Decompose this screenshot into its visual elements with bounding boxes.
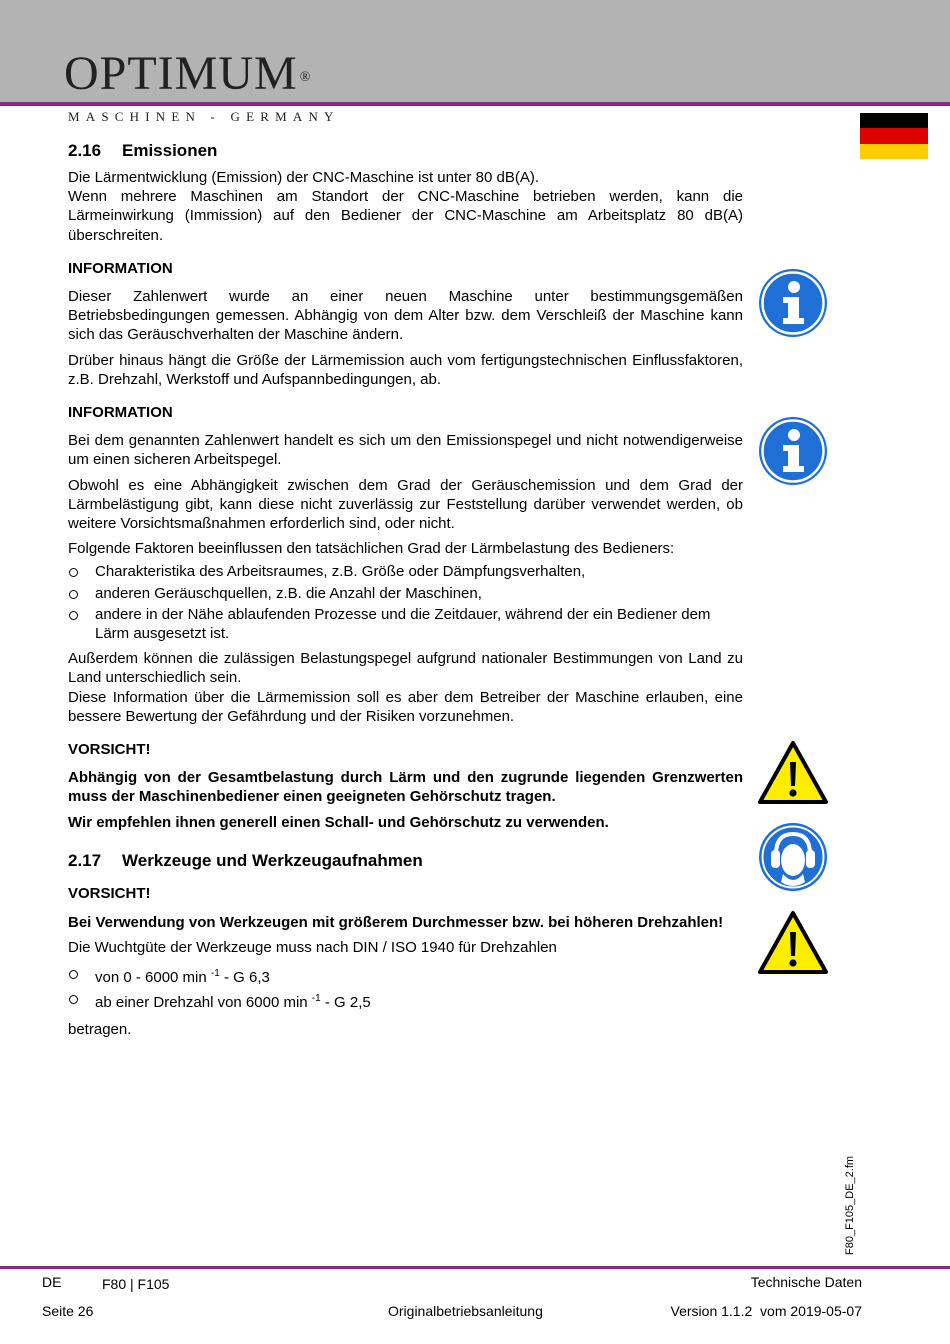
section-title: Emissionen — [122, 141, 218, 160]
caution-paragraph: Wir empfehlen ihnen generell einen Schall- und Gehörschutz zu verwenden. — [68, 813, 609, 831]
list-item: andere in der Nähe ablaufenden Prozesse und die Zeitdauer, während der ein Bediener dem Lärm ausgesetzt ist. — [68, 605, 743, 643]
factor-list — [68, 562, 743, 643]
flag-stripe-black — [860, 113, 928, 128]
warning-icon — [758, 738, 828, 808]
exponent: -1 — [210, 967, 220, 979]
paragraph: Bei dem genannten Zahlenwert handelt es sich um den Emissionspegel und nicht notwendigerweise um einen sicheren Arbeitspegel. — [68, 432, 743, 469]
paragraph: Wenn mehrere Maschinen am Standort der CNC-Maschine betrieben werden, kann die Lärmeinwirkung (Immission) auf den Bediener der CNC-Maschine am Arbeitsplatz 80 dB(A) überschreiten. — [68, 188, 743, 244]
information-label: INFORMATION — [68, 259, 173, 277]
footer-model: F80 | F105 — [102, 1276, 170, 1292]
section-title: Werkzeuge und Werkzeugaufnahmen — [122, 850, 423, 870]
brand-tagline: MASCHINEN - GERMANY — [68, 109, 340, 124]
section-heading-werkzeuge — [68, 850, 743, 872]
information-icon — [758, 268, 828, 338]
list-item: Charakteristika des Arbeitsraumes, z.B. Größe oder Dämpfungsverhalten, — [68, 562, 743, 581]
section-heading-emissionen — [68, 140, 743, 162]
file-reference — [838, 1155, 864, 1255]
information-label: INFORMATION — [68, 404, 173, 422]
list-item — [68, 989, 743, 1012]
footer-document-title: Originalbetriebsanleitung — [388, 1303, 543, 1319]
caution-label: VORSICHT! — [68, 884, 151, 902]
footer-version: Version 1.1.2 vom 2019-05-07 — [670, 1303, 862, 1319]
paragraph: Die Wuchtgüte der Werkzeuge muss nach DIN / ISO 1940 für Drehzahlen — [68, 939, 557, 957]
brand-registered-mark: ® — [299, 70, 312, 85]
paragraph: Folgende Faktoren beeinflussen den tatsächlichen Grad der Lärmbelastung des Bedieners: — [68, 540, 675, 558]
header-divider — [0, 102, 950, 106]
caution-paragraph: Bei Verwendung von Werkzeugen mit größerem Durchmesser bzw. bei höheren Drehzahlen! — [68, 914, 724, 932]
page-content — [68, 136, 743, 1039]
brand-logo — [64, 47, 312, 100]
paragraph: Dieser Zahlenwert wurde an einer neuen Maschine unter bestimmungsgemäßen Betriebsbedingungen gemessen. Abhängig von dem Alter bzw. dem Verschleiß der Maschine kann sich das Geräuschverhalten der Maschine ändern. — [68, 288, 743, 344]
hearing-protection-icon — [758, 822, 828, 892]
paragraph: Drüber hinaus hängt die Größe der Lärmemission auch vom fertigungstechnischen Einflussfaktoren, z.B. Drehzahl, Werkstoff und Aufspannbedingungen, ab. — [68, 351, 743, 388]
footer-divider — [0, 1266, 950, 1269]
footer-page-number: Seite 26 — [42, 1303, 94, 1319]
section-number: 2.17 — [68, 850, 102, 870]
german-flag-icon — [860, 113, 928, 159]
exponent: -1 — [311, 992, 321, 1004]
flag-stripe-gold — [860, 144, 928, 159]
section-number: 2.16 — [68, 141, 102, 160]
caution-paragraph: Abhängig von der Gesamtbelastung durch Lärm und den zugrunde liegenden Grenzwerten muss der Maschinenbediener einen geeigneten Gehörschutz tragen. — [68, 769, 743, 806]
list-text: ab einer Drehzahl von 6000 min — [95, 993, 312, 1011]
list-text: - G 6,3 — [219, 968, 270, 986]
brand-name: OPTIMUM — [64, 47, 298, 100]
footer-language: DE — [42, 1274, 62, 1290]
caution-label: VORSICHT! — [68, 741, 151, 759]
paragraph: Die Lärmentwicklung (Emission) der CNC-Maschine ist unter 80 dB(A). — [68, 169, 539, 186]
list-item: anderen Geräuschquellen, z.B. die Anzahl der Maschinen, — [68, 584, 743, 603]
list-item — [68, 964, 743, 987]
paragraph: Diese Information über die Lärmemission soll es aber dem Betreiber der Maschine erlauben, eine bessere Bewertung der Gefährdung und der Risiken vorzunehmen. — [68, 688, 743, 725]
warning-icon — [758, 908, 828, 978]
flag-stripe-red — [860, 128, 928, 143]
balance-list — [68, 964, 743, 1012]
list-text: von 0 - 6000 min — [95, 968, 211, 986]
information-icon — [758, 416, 828, 486]
paragraph: Obwohl es eine Abhängigkeit zwischen dem Grad der Geräuschemission und dem Grad der Lärmbelästigung gibt, kann diese nicht zuverlässig zur Feststellung darüber verwendet werden, ob weitere Vorsichtsmaßnahmen erforderlich sind, oder nicht. — [68, 476, 743, 533]
file-reference-text: F80_F105_DE_2.fm — [844, 1155, 856, 1255]
footer-chapter: Technische Daten — [750, 1274, 862, 1290]
list-text: - G 2,5 — [320, 993, 371, 1011]
paragraph: betragen. — [68, 1020, 132, 1038]
paragraph: Außerdem können die zulässigen Belastungspegel aufgrund nationaler Bestimmungen von Land zu Land unterschiedlich sein. — [68, 650, 743, 687]
